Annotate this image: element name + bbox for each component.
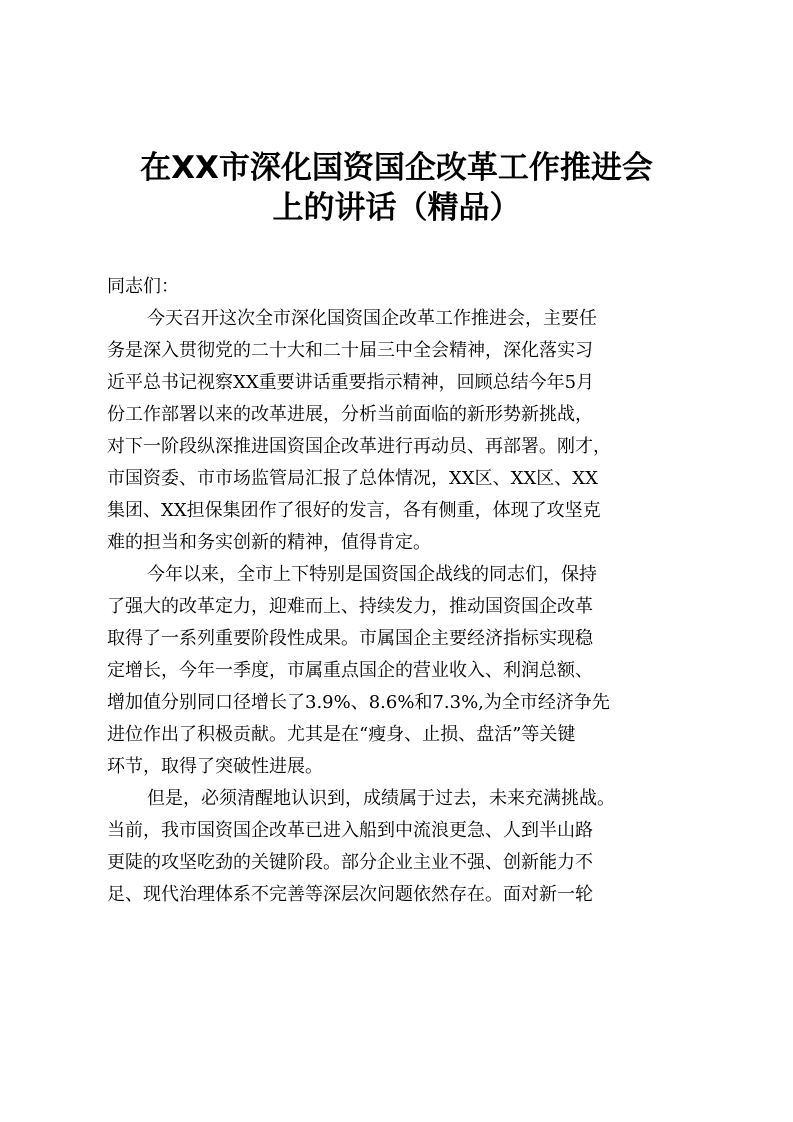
paragraph-line: 环节，取得了突破性进展。	[107, 756, 323, 777]
paragraph-line: 了强大的改革定力，迎难而上、持续发力，推动国资国企改革	[107, 596, 593, 617]
paragraph-line: 今年以来，全市上下特别是国资国企战线的同志们，保持	[147, 564, 597, 585]
paragraph-line: 取得了一系列重要阶段性成果。市属国企主要经济指标实现稳	[107, 628, 593, 649]
paragraph-line: 对下一阶段纵深推进国资国企改革进行再动员、再部署。刚才，	[107, 436, 611, 457]
salutation: 同志们：	[107, 276, 179, 297]
document-body	[107, 271, 689, 911]
paragraph-line: 市国资委、市市场监管局汇报了总体情况，XX区、XX区、XX	[107, 468, 598, 489]
paragraph-3	[107, 783, 689, 911]
title-line-2: 上的讲话（精品）	[272, 190, 521, 226]
paragraph-line: 定增长，今年一季度，市属重点国企的营业收入、利润总额、	[107, 660, 593, 681]
paragraph-line: 份工作部署以来的改革进展，分析当前面临的新形势新挑战，	[107, 404, 593, 425]
paragraph-line: 务是深入贯彻党的二十大和二十届三中全会精神，深化落实习	[107, 340, 593, 361]
paragraph-line: 进位作出了积极贡献。尤其是在“瘦身、止损、盘活”等关键	[107, 724, 576, 745]
paragraph-line: 今天召开这次全市深化国资国企改革工作推进会，主要任	[147, 308, 597, 329]
title-line-1: 在XX市深化国资国企改革工作推进会	[140, 150, 653, 186]
paragraph-line: 更陡的攻坚吃劲的关键阶段。部分企业主业不强、创新能力不	[107, 852, 593, 873]
paragraph-line: 近平总书记视察XX重要讲话重要指示精神，回顾总结今年5月	[107, 372, 595, 393]
paragraph-line: 难的担当和务实创新的精神，值得肯定。	[107, 532, 431, 553]
paragraph-line: 当前，我市国资国企改革已进入船到中流浪更急、人到半山路	[107, 820, 593, 841]
paragraph-line: 增加值分别同口径增长了3.9%、8.6%和7.3%,为全市经济争先	[107, 692, 610, 713]
paragraph-1	[107, 303, 689, 559]
paragraph-line: 足、现代治理体系不完善等深层次问题依然存在。面对新一轮	[107, 884, 593, 905]
paragraph-2	[107, 559, 689, 783]
paragraph-line: 但是，必须清醒地认识到，成绩属于过去，未来充满挑战。	[147, 788, 615, 809]
paragraph-line: 集团、XX担保集团作了很好的发言，各有侧重，体现了攻坚克	[107, 500, 601, 521]
document-title	[90, 148, 703, 228]
